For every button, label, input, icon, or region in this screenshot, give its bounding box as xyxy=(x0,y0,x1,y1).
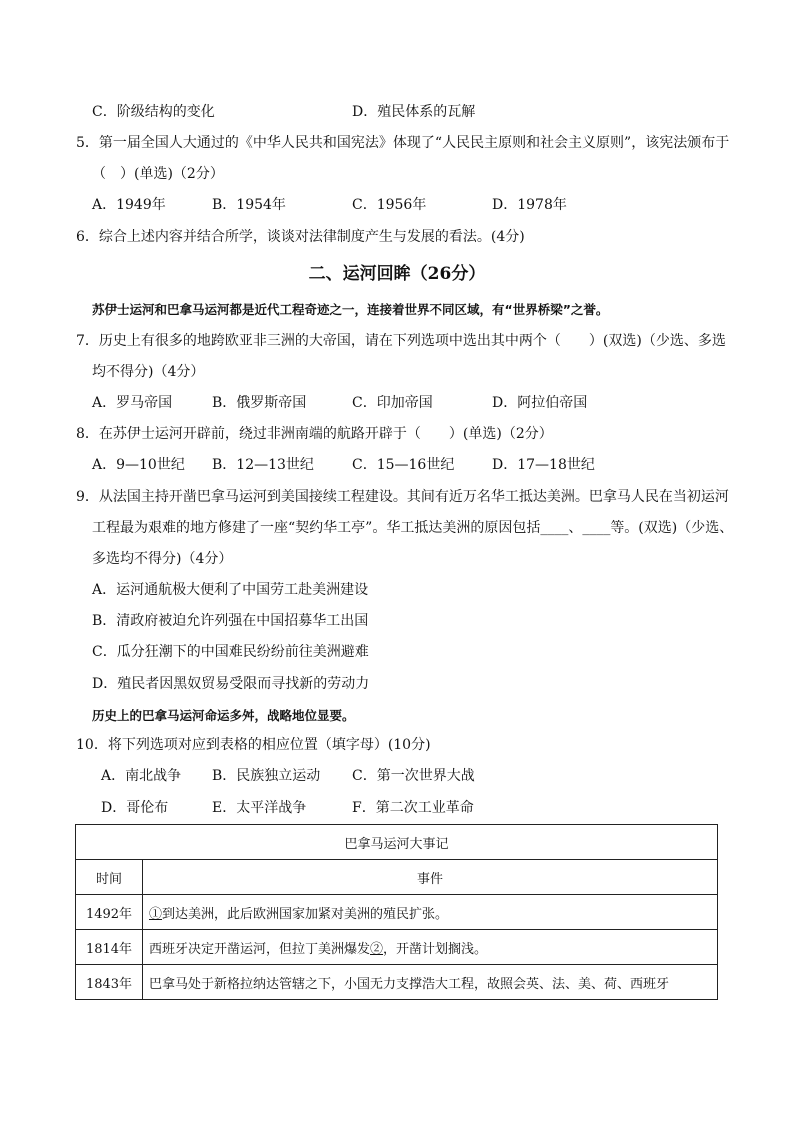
q9-option-c: C．瓜分狂潮下的中国难民纷纷前往美洲避难 xyxy=(92,644,369,660)
row-year: 1814年 xyxy=(76,930,143,965)
q9-option-d: D．殖民者因黑奴贸易受限而寻找新的劳动力 xyxy=(92,676,370,692)
section-intro: 苏伊士运河和巴拿马运河都是近代工程奇迹之一，连接着世界不同区域，有“世界桥梁”之誉。 xyxy=(92,302,609,317)
q5-option-a: A．1949年 xyxy=(92,197,166,213)
q7-option-b: B．俄罗斯帝国 xyxy=(212,395,307,411)
row-event xyxy=(143,965,718,1000)
q8-option-a: A．9—10世纪 xyxy=(92,457,185,473)
q9-stem: 9．从法国主持开凿巴拿马运河到美国接续工程建设。其间有近万名华工抵达美洲。巴拿马人民在当初运河 xyxy=(76,489,729,505)
event-text: ，开凿计划搁浅。 xyxy=(383,941,488,957)
q9-option-b: B．清政府被迫允许列强在中国招募华工出国 xyxy=(92,613,369,629)
q6-stem: 6．综合上述内容并结合所学，谈谈对法律制度产生与发展的看法。(4分) xyxy=(76,229,525,245)
q8-option-c: C．15—16世纪 xyxy=(352,457,455,473)
canal-events-table xyxy=(75,824,718,1000)
q9-stem-cont: 工程最为艰难的地方修建了一座“契约华工亭”。华工抵达美洲的原因包括____、____等。(双选)（少选、 xyxy=(92,520,734,536)
q10-option-c: C．第一次世界大战 xyxy=(352,768,475,784)
q5-stem: 5．第一届全国人大通过的《中华人民共和国宪法》体现了“人民民主原则和社会主义原则”，该宪法颁布于 xyxy=(76,135,730,151)
event-text: 到达美洲，此后欧洲国家加紧对美洲的殖民扩张。 xyxy=(162,906,449,922)
q4-option-d: D．殖民体系的瓦解 xyxy=(352,104,476,120)
q10-option-f: F．第二次工业革命 xyxy=(352,800,474,816)
row-event xyxy=(143,930,718,965)
q10-option-b: B．民族独立运动 xyxy=(212,768,321,784)
section-intro-2: 历史上的巴拿马运河命运多舛，战略地位显要。 xyxy=(92,708,355,723)
table-header-row xyxy=(76,860,718,895)
q5-option-d: D．1978年 xyxy=(492,197,567,213)
q8-stem: 8．在苏伊士运河开辟前，绕过非洲南端的航路开辟于（ ）(单选)（2分） xyxy=(76,426,553,442)
q7-stem-cont: 均不得分)（4分） xyxy=(92,364,205,380)
q7-option-a: A．罗马帝国 xyxy=(92,395,173,411)
row-year: 1843年 xyxy=(76,965,143,1000)
event-text: 西班牙决定开凿运河，但拉丁美洲爆发 xyxy=(149,941,371,957)
header-time: 时间 xyxy=(76,860,143,895)
q7-option-d: D．阿拉伯帝国 xyxy=(492,395,588,411)
q5-option-b: B．1954年 xyxy=(212,197,286,213)
section-title: 二、运河回眸（26分） xyxy=(308,264,486,284)
q9-stem-cont2: 多选均不得分)（4分） xyxy=(92,551,233,567)
header-event: 事件 xyxy=(143,860,718,895)
q10-stem: 10．将下列选项对应到表格的相应位置（填字母）(10分) xyxy=(76,737,431,753)
q10-option-d: D．哥伦布 xyxy=(101,800,169,816)
q10-option-a: A．南北战争 xyxy=(101,768,182,784)
row-event xyxy=(143,895,718,930)
q7-stem: 7．历史上有很多的地跨欧亚非三洲的大帝国，请在下列选项中选出其中两个（ ）(双选)（少选、多选 xyxy=(76,333,726,349)
event-text: 巴拿马处于新格拉纳达管辖之下，小国无力支撑浩大工程，故照会英、法、美、荷、西班牙 xyxy=(149,976,670,992)
table-row xyxy=(76,930,718,965)
q9-option-a: A．运河通航极大便利了中国劳工赴美洲建设 xyxy=(92,582,369,598)
table-row xyxy=(76,895,718,930)
q5-option-c: C．1956年 xyxy=(352,197,427,213)
q8-option-b: B．12—13世纪 xyxy=(212,457,314,473)
table-title-row xyxy=(76,825,718,860)
q4-option-c: C．阶级结构的变化 xyxy=(92,104,215,120)
table-row xyxy=(76,965,718,1000)
q10-option-e: E．太平洋战争 xyxy=(212,800,307,816)
table-title: 巴拿马运河大事记 xyxy=(76,825,718,860)
q8-option-d: D．17—18世纪 xyxy=(492,457,595,473)
q7-option-c: C．印加帝国 xyxy=(352,395,433,411)
fill-blank: ② xyxy=(370,941,384,957)
row-year: 1492年 xyxy=(76,895,143,930)
q5-stem-cont: （ ）(单选)（2分） xyxy=(92,166,224,182)
fill-blank: ① xyxy=(149,906,163,922)
